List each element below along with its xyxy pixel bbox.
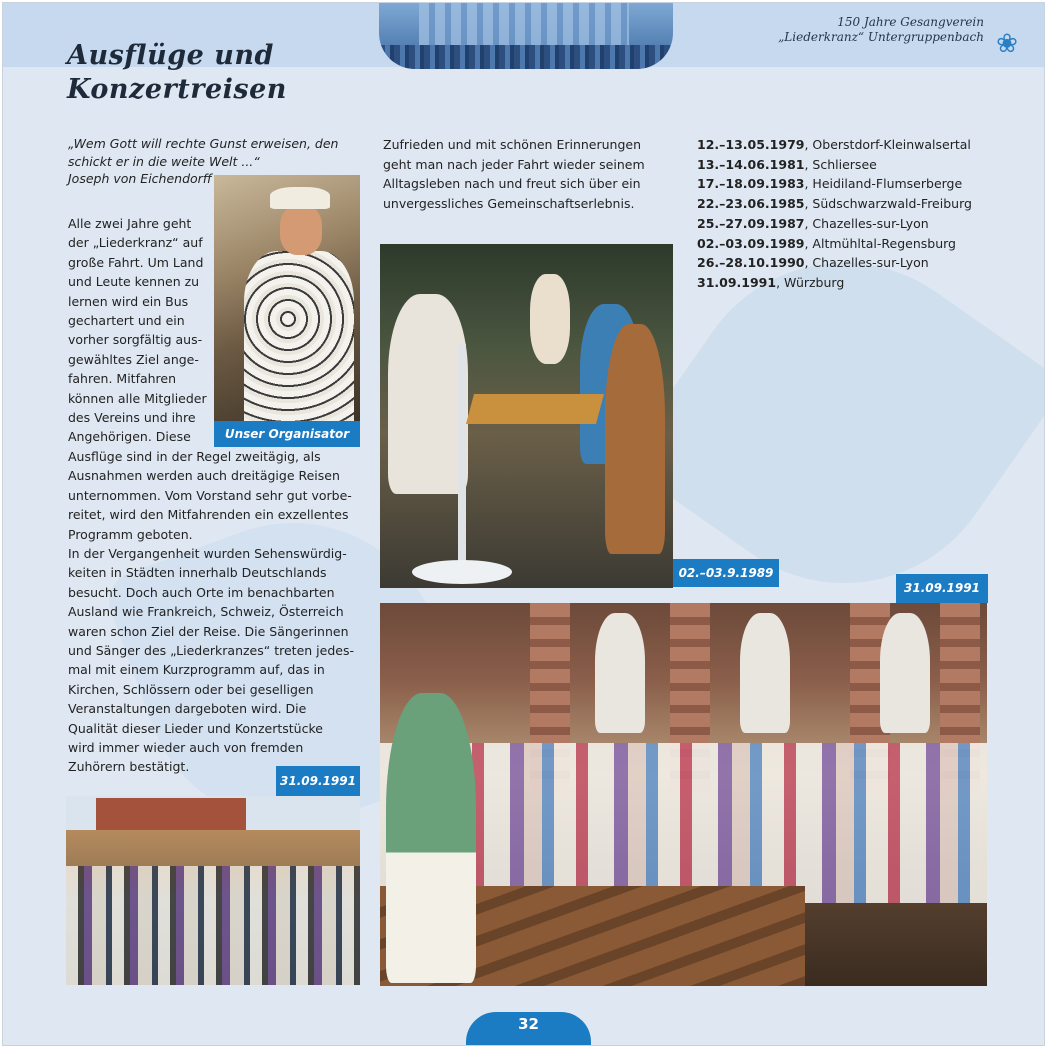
closing-text-line: geht man nach jeder Fahrt wieder seinem: [383, 156, 645, 172]
body-wide-block: [68, 447, 360, 777]
trip-destination: , Heidiland-Flumserberge: [804, 176, 963, 192]
body-text-line: keiten in Städten innerhalb Deutschlands: [68, 565, 327, 581]
brand-line-1: 150 Jahre Gesangverein: [837, 15, 984, 29]
trip-date: 12.–13.05.1979: [697, 137, 805, 152]
page-number: 32: [466, 1012, 591, 1046]
trip-item: [697, 155, 1017, 175]
photo-cafe-person: [388, 294, 468, 494]
lyre-emblem-icon: ❀: [996, 29, 1018, 59]
trip-destination: , Chazelles-sur-Lyon: [804, 255, 929, 271]
body-text-line: der „Liederkranz“ auf: [68, 235, 203, 251]
body-text-line: Ausland wie Frankreich, Schweiz, Österreich: [68, 604, 344, 620]
photo-cafe-person: [605, 324, 665, 554]
page-title: [67, 39, 327, 107]
photo-cafe-table: [466, 394, 604, 424]
brochure-page: [2, 2, 1045, 1046]
body-text-line: Zuhörern bestätigt.: [68, 759, 190, 775]
quote-line-2: schickt er in die weite Welt ...“: [68, 153, 260, 169]
trip-date: 13.–14.06.1981: [697, 156, 805, 172]
body-text-line: waren schon Ziel der Reise. Die Sängerinnen: [68, 623, 349, 639]
body-text-line: besucht. Doch auch Orte im benachbarten: [68, 584, 335, 600]
closing-paragraph: [383, 135, 673, 213]
trip-item: [697, 135, 1017, 155]
body-text-line: mal mit einem Kurzprogramm auf, das in: [68, 662, 325, 678]
trip-destination: , Altmühltal-Regensburg: [804, 235, 956, 251]
trip-date: 22.–23.06.1985: [697, 196, 805, 212]
body-text-line: Ausflüge sind in der Regel zweitägig, als: [68, 448, 321, 464]
trip-destination: , Chazelles-sur-Lyon: [804, 215, 929, 231]
body-text-line: können alle Mitglieder: [68, 390, 207, 406]
body-text-line: Ausnahmen werden auch dreitägige Reisen: [68, 468, 340, 484]
body-text-line: gechartert und ein: [68, 313, 185, 329]
body-text-line: des Vereins und ihre: [68, 410, 196, 426]
brand-line-2: „Liederkranz“ Untergruppenbach: [778, 30, 984, 44]
trip-item: [697, 174, 1017, 194]
header-photo-building: [419, 3, 629, 47]
header-brand: [778, 15, 984, 45]
trip-destination: , Südschwarzwald-Freiburg: [804, 196, 972, 212]
body-text-line: Qualität dieser Lieder und Konzertstücke: [68, 720, 323, 736]
caption-church: 31.09.1991: [896, 574, 988, 603]
quote-line-1: „Wem Gott will rechte Gunst erweisen, den: [68, 136, 339, 151]
caption-cafe: 02.–03.9.1989: [673, 559, 779, 587]
photo-church-statue: [880, 613, 930, 733]
body-text-line: und Leute kennen zu: [68, 274, 200, 290]
photo-church-statue: [740, 613, 790, 733]
body-text-line: vorher sorgfältig aus-: [68, 332, 203, 348]
trip-destination: , Würzburg: [776, 274, 845, 290]
photo-town-square: [66, 796, 360, 985]
body-text-line: und Sänger des „Liederkranzes“ treten jedes-: [68, 642, 354, 658]
trip-date: 25.–27.09.1987: [697, 215, 805, 231]
trip-destination: , Schliersee: [804, 156, 877, 172]
photo-organizer-shirt: [244, 251, 354, 421]
body-text-line: unternommen. Vom Vorstand sehr gut vorbe-: [68, 487, 352, 503]
trip-destination: , Oberstdorf-Kleinwalsertal: [804, 137, 971, 152]
trip-date: 26.–28.10.1990: [697, 255, 805, 271]
trip-date: 02.–03.09.1989: [697, 235, 805, 251]
trip-date: 31.09.1991: [697, 274, 777, 290]
body-text-line: Kirchen, Schlössern oder bei geselligen: [68, 681, 314, 697]
photo-church-choir: [380, 603, 987, 986]
body-text-line: große Fahrt. Um Land: [68, 254, 204, 270]
photo-church-conductor: [386, 693, 476, 983]
body-text-line: Veranstaltungen dargeboten wird. Die: [68, 701, 307, 717]
photo-church-statue: [595, 613, 645, 733]
trip-item: [697, 194, 1017, 214]
photo-organizer: [214, 175, 360, 421]
body-text-line: Programm geboten.: [68, 526, 193, 542]
trip-item: [697, 214, 1017, 234]
closing-text-line: Alltagsleben nach und freut sich über ein: [383, 176, 641, 191]
body-text-line: lernen wird ein Bus: [68, 293, 189, 309]
title-line-1: Ausflüge und: [67, 40, 274, 71]
closing-text-line: unvergessliches Gemeinschaftserlebnis.: [383, 195, 635, 211]
photo-cafe-lamp-base: [412, 560, 512, 584]
photo-cafe-group: [380, 244, 673, 588]
photo-cafe-person: [530, 274, 570, 364]
title-line-2: Konzertreisen: [67, 74, 287, 105]
photo-organizer-face: [280, 205, 322, 255]
trip-item: [697, 234, 1017, 254]
body-text-line: gewähltes Ziel ange-: [68, 351, 199, 367]
trip-item: [697, 273, 1017, 293]
trip-list: [697, 135, 1017, 293]
quote-author: Joseph von Eichendorff: [68, 171, 212, 186]
body-text-line: fahren. Mitfahren: [68, 371, 177, 387]
header-photo-people: [379, 45, 673, 69]
body-text-line: reitet, wird den Mitfahrenden ein exzellentes: [68, 507, 349, 523]
header-photo-crowd: [379, 3, 673, 69]
body-text-line: Angehörigen. Diese: [68, 429, 191, 445]
closing-text-line: Zufrieden und mit schönen Erinnerungen: [383, 137, 642, 152]
body-text-line: wird immer wieder auch von fremden: [68, 739, 304, 755]
photo-square-roof: [96, 798, 246, 830]
trip-item: [697, 253, 1017, 273]
body-text-line: In der Vergangenheit wurden Sehenswürdig-: [68, 545, 347, 561]
photo-organizer-hat: [270, 187, 330, 209]
photo-square-people: [66, 866, 360, 985]
trip-date: 17.–18.09.1983: [697, 176, 805, 192]
body-text-line: Alle zwei Jahre geht: [68, 216, 192, 231]
caption-organizer: Unser Organisator: [214, 421, 360, 447]
caption-square: 31.09.1991: [276, 766, 360, 796]
photo-cafe-lamp: [458, 344, 466, 574]
